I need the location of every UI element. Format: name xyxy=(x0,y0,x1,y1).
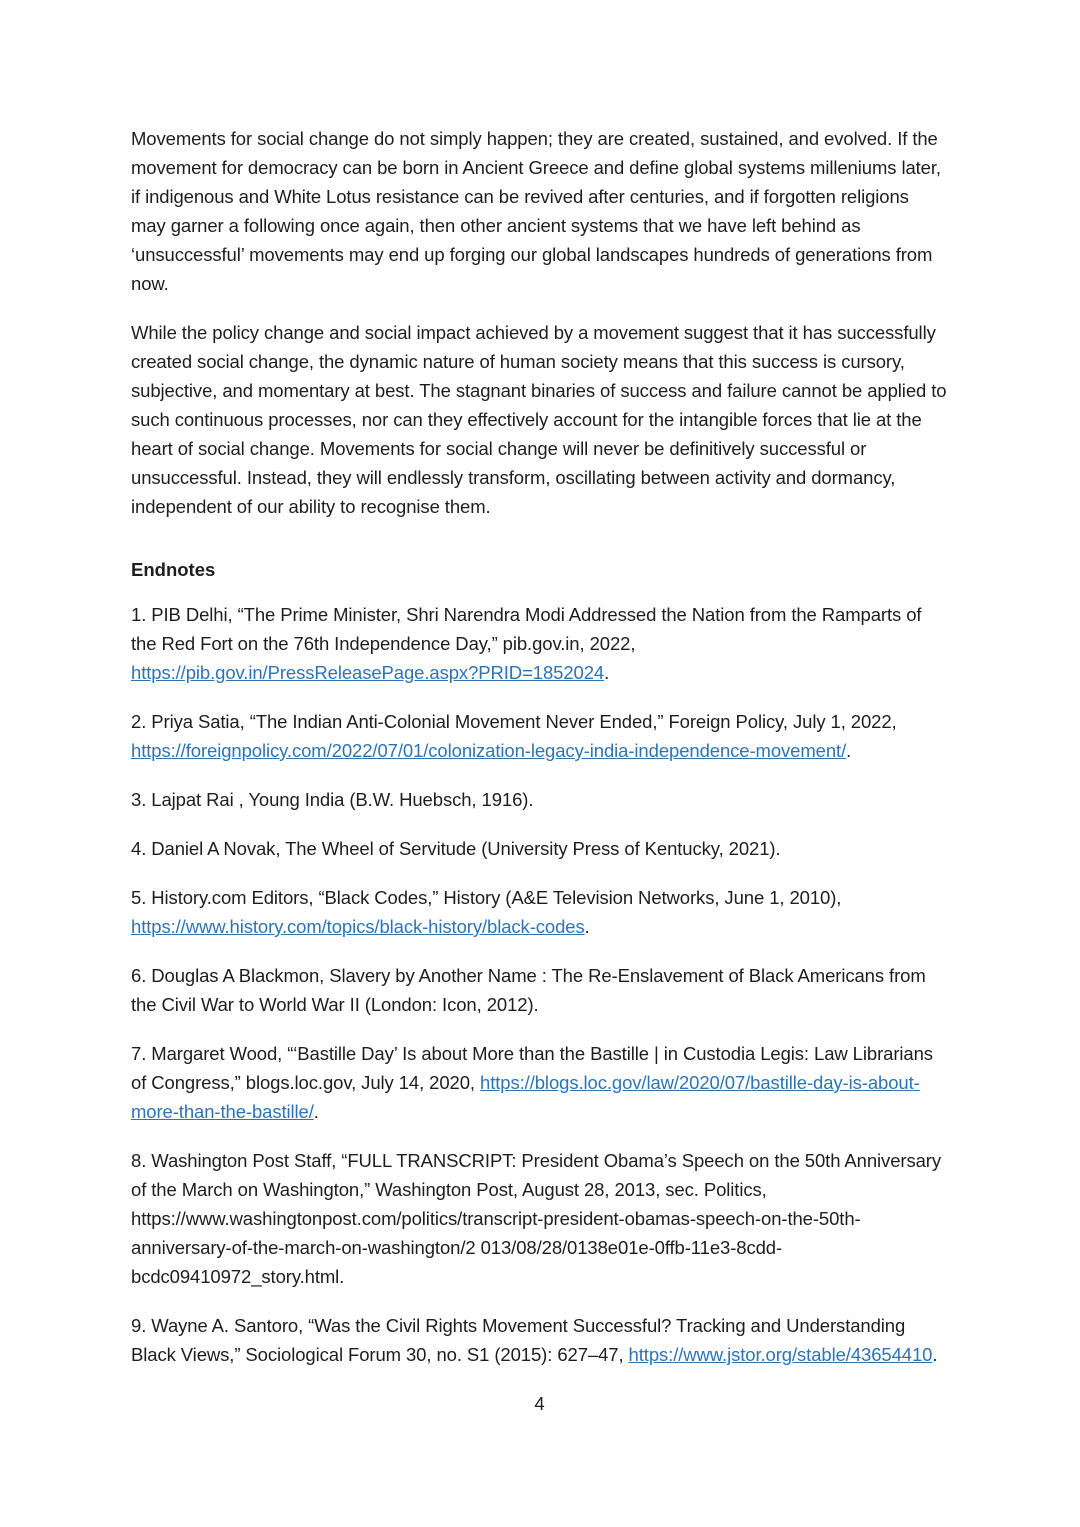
endnote-item-5 xyxy=(131,883,948,941)
endnote-link[interactable]: https://www.history.com/topics/black-history/black-codes xyxy=(131,916,585,937)
endnote-item-8 xyxy=(131,1146,948,1291)
endnote-link[interactable]: https://blogs.loc.gov/law/2020/07/bastille-day-is-about-more-than-the-bastille/ xyxy=(131,1072,920,1122)
body-paragraph-1: Movements for social change do not simply happen; they are created, sustained, and evolved. If the movement for democracy can be born in Ancient Greece and define global systems milleniums later, if indigenous and White Lotus resistance can be revived after centuries, and if forgotten religions may garner a following once again, then other ancient systems that we have left behind as ‘unsuccessful’ movements may end up forging our global landscapes hundreds of generations from now. xyxy=(131,128,941,294)
endnote-item-7 xyxy=(131,1039,948,1126)
endnote-link[interactable]: https://foreignpolicy.com/2022/07/01/colonization-legacy-india-independence-movement/ xyxy=(131,740,847,761)
endnote-text: 2. Priya Satia, “The Indian Anti-Colonial Movement Never Ended,” Foreign Policy, July 1, 2022, xyxy=(131,711,897,732)
endnote-suffix: . xyxy=(313,1101,319,1122)
endnote-text: 8. Washington Post Staff, “FULL TRANSCRIPT: President Obama’s Speech on the 50th Anniversary of the March on Washington,” Washington Post, August 28, 2013, sec. Politics, https://www.washingtonpost.com/politics/transcript-president-obamas-speech-on-the-50th-anniversary-of-the-march-on-washington/2 013/08/28/0138e01e-0ffb-11e3-8cdd-bcdc09410972_story.html. xyxy=(131,1150,942,1287)
document-page xyxy=(131,124,948,1418)
endnote-suffix: . xyxy=(604,662,610,683)
endnotes-heading: Endnotes xyxy=(131,559,216,580)
body-paragraph-2: While the policy change and social impact achieved by a movement suggest that it has successfully created social change, the dynamic nature of human society means that this success is cursory, subjective, and momentary at best. The stagnant binaries of success and failure cannot be applied to such continuous processes, nor can they effectively account for the intangible forces that lie at the heart of social change. Movements for social change will never be definitively successful or unsuccessful. Instead, they will endlessly transform, oscillating between activity and dormancy, independent of our ability to recognise them. xyxy=(131,322,947,517)
endnote-text: 4. Daniel A Novak, The Wheel of Servitude (University Press of Kentucky, 2021). xyxy=(131,838,781,859)
endnote-item-2 xyxy=(131,707,948,765)
endnote-text: 1. PIB Delhi, “The Prime Minister, Shri Narendra Modi Addressed the Nation from the Ramparts of the Red Fort on the 76th Independence Day,” pib.gov.in, 2022, xyxy=(131,604,922,654)
endnote-suffix: . xyxy=(932,1344,938,1365)
endnote-item-6 xyxy=(131,961,948,1019)
endnote-text: 3. Lajpat Rai , Young India (B.W. Huebsch, 1916). xyxy=(131,789,534,810)
endnote-text: 9. Wayne A. Santoro, “Was the Civil Rights Movement Successful? Tracking and Understanding Black Views,” Sociological Forum 30, no. S1 (2015): 627–47, xyxy=(131,1315,906,1365)
endnote-item-9 xyxy=(131,1311,948,1369)
endnote-item-3 xyxy=(131,785,948,814)
endnote-text: 7. Margaret Wood, “‘Bastille Day’ Is about More than the Bastille | in Custodia Legis: Law Librarians of Congress,” blogs.loc.gov, July 14, 2020, xyxy=(131,1043,933,1093)
endnote-item-1 xyxy=(131,600,948,687)
page-number: 4 xyxy=(534,1393,545,1414)
endnote-item-4 xyxy=(131,834,948,863)
endnote-text: 6. Douglas A Blackmon, Slavery by Another Name : The Re-Enslavement of Black Americans from the Civil War to World War II (London: Icon, 2012). xyxy=(131,965,926,1015)
endnote-link[interactable]: https://www.jstor.org/stable/43654410 xyxy=(628,1344,933,1365)
endnote-suffix: . xyxy=(584,916,590,937)
endnote-link[interactable]: https://pib.gov.in/PressReleasePage.aspx?PRID=1852024 xyxy=(131,662,605,683)
endnote-suffix: . xyxy=(846,740,852,761)
endnote-text: 5. History.com Editors, “Black Codes,” History (A&E Television Networks, June 1, 2010), xyxy=(131,887,842,908)
